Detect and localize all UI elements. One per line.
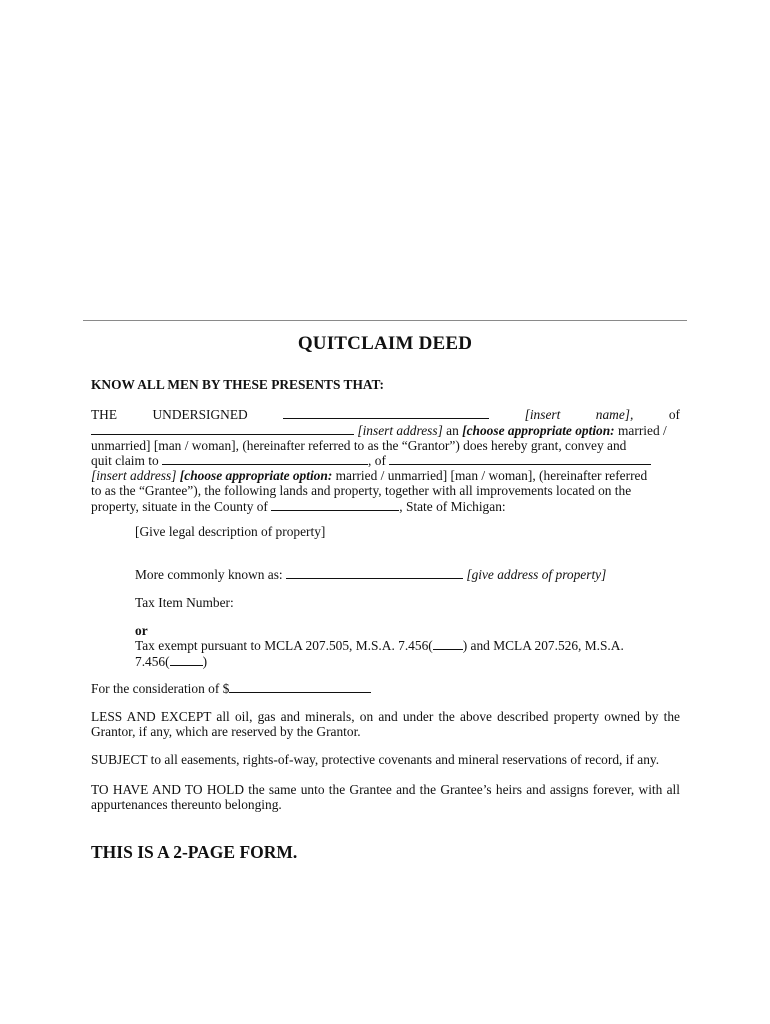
grant-line-3: unmarried] [man / woman], (hereinafter referred to as the “Grantor”) does hereby grant, convey and xyxy=(91,437,627,453)
grant-line-5: [insert address] [choose appropriate option: married / unmarried] [man / woman], (hereinafter referred xyxy=(91,468,648,484)
less-and-except-paragraph: LESS AND EXCEPT all oil, gas and minerals, on and under the above described property owned by the Grantor, if any, which are reserved by the Grantor. xyxy=(91,709,680,739)
tax-exempt-clause: Tax exempt pursuant to MCLA 207.505, M.S.A. 7.456( ) and MCLA 207.526, M.S.A. 7.456( ) xyxy=(135,638,624,669)
tax-item-number: Tax Item Number: xyxy=(135,595,234,610)
grant-line-6: to as the “Grantee”), the following lands and property, together with all improvements located on the xyxy=(91,482,632,498)
legal-description: [Give legal description of property] xyxy=(135,524,326,539)
page-count-note: THIS IS A 2-PAGE FORM. xyxy=(91,842,298,862)
grantor-name-blank[interactable] xyxy=(283,407,489,419)
grant-line-4: quit claim to , of xyxy=(91,453,680,469)
grant-line-1: THE UNDERSIGNED [insert name], of xyxy=(91,407,680,422)
grantee-of-blank[interactable] xyxy=(389,453,651,465)
habendum-paragraph: TO HAVE AND TO HOLD the same unto the Grantee and the Grantee’s heirs and assigns forever, with all appurtenances thereunto belonging. xyxy=(91,782,680,812)
consideration-amount-blank[interactable] xyxy=(229,681,371,693)
document-title: QUITCLAIM DEED xyxy=(297,333,473,354)
opening-heading: KNOW ALL MEN BY THESE PRESENTS THAT: xyxy=(91,377,384,392)
grant-line-7: property, situate in the County of , State of Michigan: xyxy=(91,498,506,514)
subject-paragraph: SUBJECT to all easements, rights-of-way, protective covenants and mineral reservations of record, if any. xyxy=(91,752,660,767)
grantee-name-blank[interactable] xyxy=(162,453,368,465)
grant-paragraph xyxy=(91,407,680,515)
tax-exempt-blank-1[interactable] xyxy=(433,638,463,650)
known-as-line: More commonly known as: [give address of property] xyxy=(135,567,607,582)
consideration-line: For the consideration of $ xyxy=(91,681,680,697)
property-address-blank[interactable] xyxy=(286,567,463,579)
grant-line-2: [insert address] an [choose appropriate option: married / xyxy=(91,423,680,439)
top-divider xyxy=(83,320,687,321)
county-blank[interactable] xyxy=(271,499,399,511)
grantor-address-blank[interactable] xyxy=(91,423,354,435)
or-label: or xyxy=(135,623,148,638)
tax-exempt-blank-2[interactable] xyxy=(170,654,203,666)
